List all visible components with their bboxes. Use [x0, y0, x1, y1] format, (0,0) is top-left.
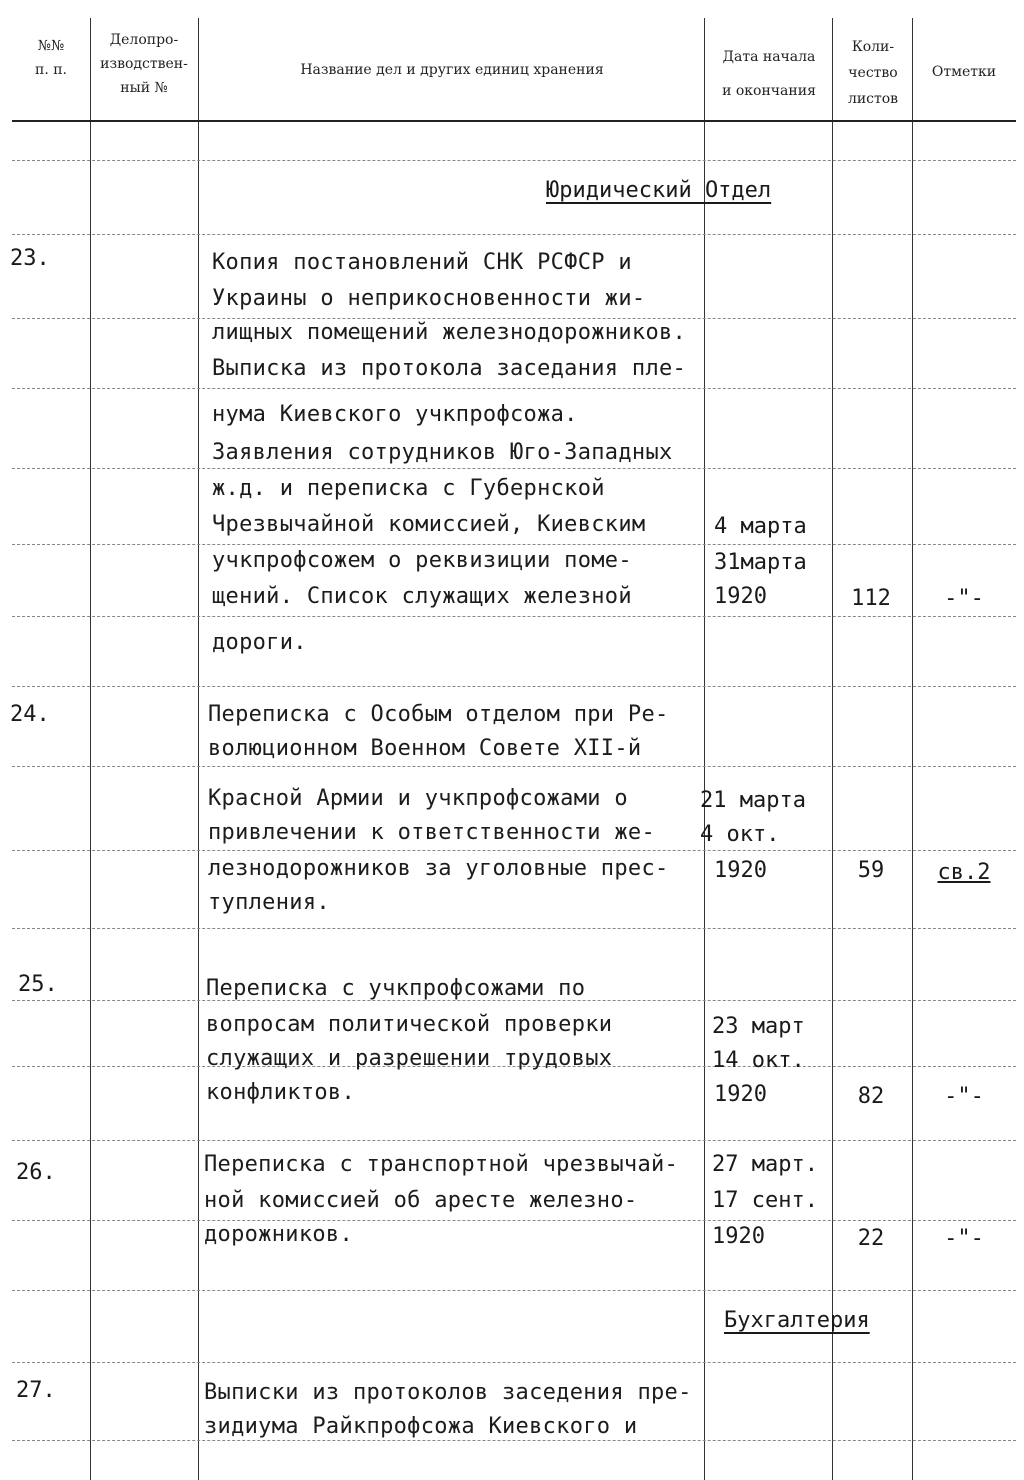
entry-mark: -"- — [944, 1226, 984, 1251]
entry-date-end: 31марта — [714, 550, 807, 575]
column-rule-3 — [704, 18, 705, 1480]
entry-text-line: Выписка из протокола заседания пле- — [212, 356, 687, 381]
entry-sheet-count: 82 — [857, 1084, 885, 1109]
header-col-office-line1: Делопро- — [109, 32, 179, 48]
ledger-line — [12, 1290, 1016, 1291]
ledger-line — [12, 160, 1016, 161]
entry-number: 26. — [16, 1160, 56, 1185]
entry-date-start: 27 март. — [712, 1152, 818, 1177]
entry-text-line: ж.д. и переписка с Губернской — [212, 476, 605, 501]
header-col-office-line3: ный № — [120, 80, 168, 96]
entry-date-start: 23 март — [712, 1014, 805, 1039]
entry-text-line: Выписки из протоколов заседения пре- — [204, 1380, 692, 1405]
header-col-count-line2: чество — [848, 65, 898, 81]
entry-text-line: нума Киевского учкпрофсожа. — [212, 402, 578, 427]
entry-text-line: Переписка с транспортной чрезвычай- — [204, 1152, 679, 1177]
entry-date-end: 14 окт. — [712, 1048, 805, 1073]
ledger-line — [12, 1220, 1016, 1221]
ledger-line — [12, 234, 1016, 235]
entry-text-line: Копия постановлений СНК РСФСР и — [212, 250, 632, 275]
ledger-line — [12, 388, 1016, 389]
header-col-title-text: Название дел и других единиц хранения — [300, 62, 604, 78]
header-col-dates-line1: Дата начала — [722, 49, 816, 65]
entry-text-line: Переписка с учкпрофсожами по — [206, 976, 586, 1001]
header-col-dates — [706, 40, 832, 108]
ledger-line — [12, 318, 1016, 319]
entry-text-line: щений. Список служащих железной — [212, 584, 632, 609]
ledger-line — [12, 1440, 1016, 1441]
entry-date-year: 1920 — [714, 858, 767, 883]
entry-text-line: учкпрофсожем о реквизиции поме- — [212, 548, 632, 573]
entry-number: 25. — [18, 972, 58, 997]
ledger-line — [12, 468, 1016, 469]
column-rule-5 — [912, 18, 913, 1480]
entry-date-year: 1920 — [712, 1224, 765, 1249]
entry-text-line: лезнодорожников за уголовные прес- — [208, 856, 669, 881]
header-col-num-line1: №№ — [37, 38, 65, 54]
column-rule-2 — [198, 18, 199, 1480]
entry-number: 27. — [16, 1378, 56, 1403]
entry-text-line: Переписка с Особым отделом при Ре- — [208, 702, 669, 727]
section-title-legal: Юридический Отдел — [546, 178, 772, 203]
entry-sheet-count: 112 — [851, 586, 891, 611]
entry-text-line: дорожников. — [204, 1222, 353, 1247]
entry-number: 24. — [10, 702, 50, 727]
entry-text-line: служащих и разрешении трудовых — [206, 1046, 613, 1071]
header-col-count — [834, 34, 912, 112]
entry-text-line: Красной Армии и учкпрофсожами о — [208, 786, 628, 811]
header-col-office — [92, 28, 196, 100]
entry-text-line: тупления. — [208, 890, 330, 915]
entry-date-end: 4 окт. — [700, 822, 780, 847]
entry-date-start: 4 марта — [714, 514, 807, 539]
entry-text-line: вопросам политической проверки — [206, 1012, 613, 1037]
entry-date-year: 1920 — [714, 1082, 767, 1107]
ledger-line — [12, 544, 1016, 545]
header-col-num-line2: п. п. — [34, 62, 67, 78]
column-rule-4 — [832, 18, 833, 1480]
entry-mark: св.2 — [937, 860, 991, 885]
entry-text-line: зидиума Райкпрофсожа Киевского и — [204, 1414, 638, 1439]
header-col-office-line2: изводствен- — [100, 56, 188, 72]
entry-text-line: ной комиссией об аресте железно- — [204, 1188, 638, 1213]
entry-text-line: Чрезвычайной комиссией, Киевским — [212, 512, 646, 537]
header-col-notes-text: Отметки — [931, 64, 997, 80]
entry-text-line: привлечении к ответственности же- — [208, 820, 655, 845]
entry-sheet-count: 59 — [857, 858, 885, 883]
entry-number: 23. — [10, 246, 50, 271]
entry-text-line: Украины о неприкосновенности жи- — [212, 286, 646, 311]
header-col-dates-line2: и окончания — [722, 83, 816, 99]
ledger-line — [12, 928, 1016, 929]
ledger-line — [12, 850, 1016, 851]
entry-text-line: волюционном Военном Совете XII-й — [208, 736, 642, 761]
entry-text-line: Заявления сотрудников Юго-Западных — [212, 440, 673, 465]
entry-text-line: дороги. — [212, 630, 307, 655]
entry-sheet-count: 22 — [857, 1226, 885, 1251]
ledger-line — [12, 1140, 1016, 1141]
header-col-num — [14, 34, 88, 82]
header-col-count-line1: Коли- — [851, 39, 895, 55]
ledger-line — [12, 766, 1016, 767]
entry-text-line: лищных помещений железнодорожников. — [212, 320, 687, 345]
column-rule-1 — [90, 18, 91, 1480]
header-bottom-rule — [12, 120, 1016, 122]
entry-date-end: 17 сент. — [712, 1188, 818, 1213]
header-col-count-line3: листов — [847, 91, 899, 107]
ledger-line — [12, 616, 1016, 617]
entry-mark: -"- — [944, 1084, 984, 1109]
entry-text-line: конфликтов. — [206, 1080, 355, 1105]
header-col-notes — [914, 60, 1014, 84]
entry-mark: -"- — [944, 586, 984, 611]
entry-date-year: 1920 — [714, 584, 767, 609]
ledger-line — [12, 1362, 1016, 1363]
header-col-title — [200, 58, 704, 82]
ledger-line — [12, 686, 1016, 687]
section-title-accounting: Бухгалтерия — [724, 1308, 870, 1333]
entry-date-start: 21 марта — [700, 788, 806, 813]
